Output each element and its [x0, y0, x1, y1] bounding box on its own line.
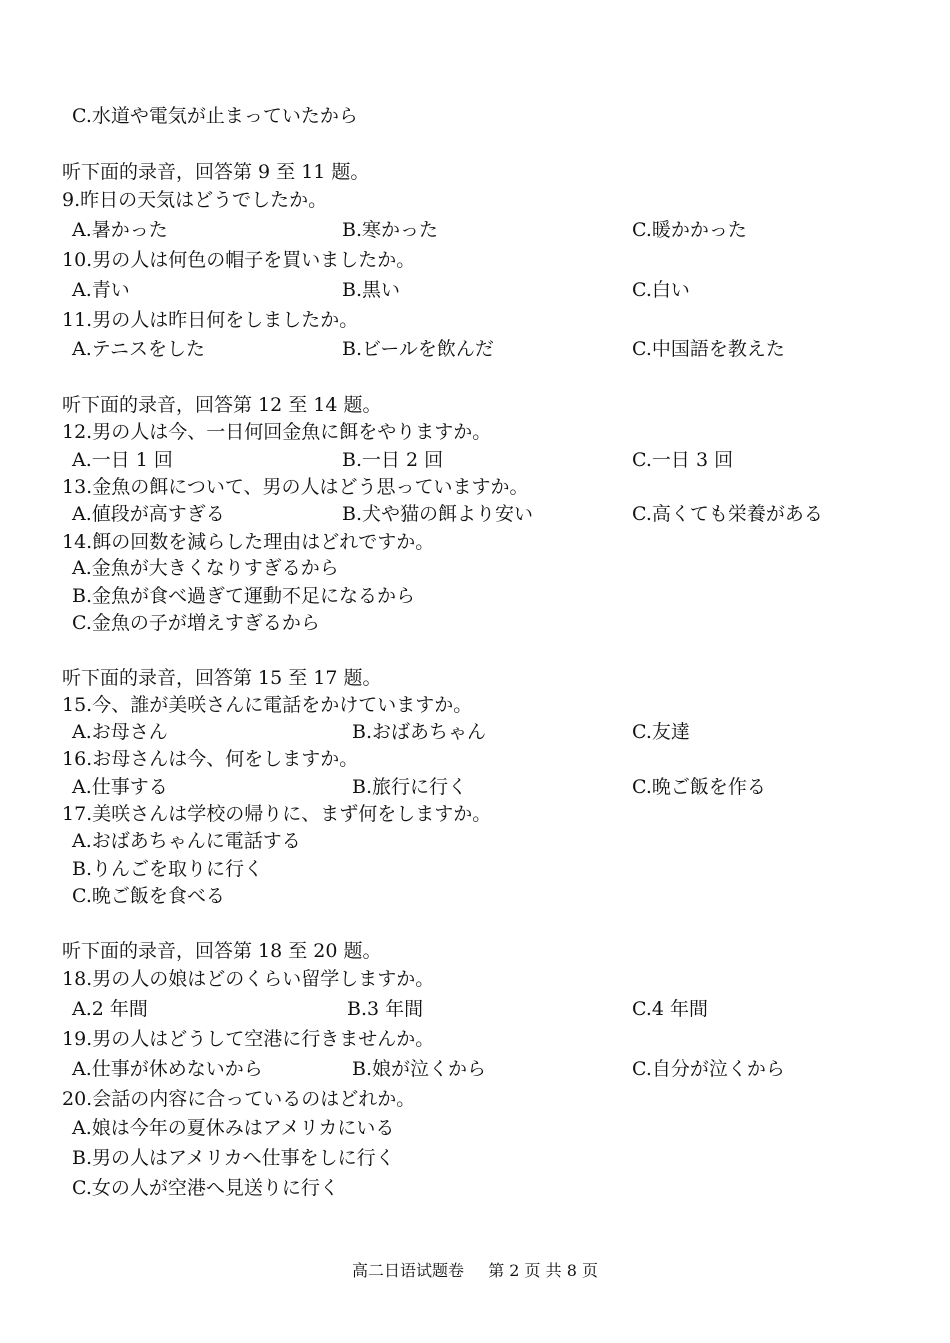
option-a: A.テニスをした: [72, 338, 206, 360]
option-a: A.金魚が大きくなりすぎるから: [72, 557, 339, 579]
option-b: B.犬や猫の餌より安い: [342, 503, 534, 525]
option-c: C.晩ご飯を作る: [632, 776, 766, 798]
question-9: 9.昨日の天気はどうでしたか。: [62, 189, 328, 211]
question-13: 13.金魚の餌について、男の人はどう思っていますか。: [62, 476, 529, 498]
option-a: A.お母さん: [72, 721, 168, 743]
option-a: A.暑かった: [72, 219, 168, 241]
footer-title: 高二日语试题卷: [352, 1261, 465, 1280]
question-18: 18.男の人の娘はどのくらい留学しますか。: [62, 968, 435, 990]
section-instruction: 听下面的录音，回答第 18 至 20 题。: [62, 940, 382, 962]
option-b: B.黒い: [342, 279, 401, 301]
option-b: B.おばあちゃん: [352, 721, 487, 743]
option-b: B.娘が泣くから: [352, 1058, 487, 1080]
question-17: 17.美咲さんは学校の帰りに、まず何をしますか。: [62, 803, 492, 825]
question-10: 10.男の人は何色の帽子を買いましたか。: [62, 249, 416, 271]
question-14: 14.餌の回数を減らした理由はどれですか。: [62, 531, 435, 553]
option-a: A.値段が高すぎる: [72, 503, 225, 525]
section-instruction: 听下面的录音，回答第 12 至 14 题。: [62, 394, 382, 416]
option-c: C.中国語を教えた: [632, 338, 785, 360]
page-footer: [0, 1261, 950, 1281]
question-16: 16.お母さんは今、何をしますか。: [62, 748, 359, 770]
section-instruction: 听下面的录音，回答第 15 至 17 题。: [62, 667, 382, 689]
question-20: 20.会話の内容に合っているのはどれか。: [62, 1088, 416, 1110]
option-a: A.青い: [72, 279, 130, 301]
option-a: A.一日 1 回: [72, 449, 173, 471]
question-19: 19.男の人はどうして空港に行きませんか。: [62, 1028, 435, 1050]
option-b: B.金魚が食べ過ぎて運動不足になるから: [72, 585, 416, 607]
option-c: C.4 年間: [632, 998, 709, 1020]
option-c: C.水道や電気が止まっていたから: [72, 105, 358, 127]
option-b: B.寒かった: [342, 219, 439, 241]
footer-page-number: 第 2 页 共 8 页: [488, 1261, 598, 1280]
option-a: A.娘は今年の夏休みはアメリカにいる: [72, 1117, 395, 1139]
option-c: C.暖かかった: [632, 219, 747, 241]
option-b: B.男の人はアメリカへ仕事をしに行く: [72, 1147, 395, 1169]
option-c: C.一日 3 回: [632, 449, 734, 471]
option-a: A.仕事する: [72, 776, 168, 798]
section-instruction: 听下面的录音，回答第 9 至 11 题。: [62, 161, 370, 183]
option-a: A.2 年間: [72, 998, 148, 1020]
question-12: 12.男の人は今、一日何回金魚に餌をやりますか。: [62, 421, 492, 443]
option-b: B.旅行に行く: [352, 776, 468, 798]
option-c: C.友達: [632, 721, 690, 743]
option-c: C.高くても栄養がある: [632, 503, 823, 525]
option-b: B.3 年間: [347, 998, 424, 1020]
option-c: C.女の人が空港へ見送りに行く: [72, 1177, 339, 1199]
option-a: A.おばあちゃんに電話する: [72, 830, 301, 852]
option-c: C.白い: [632, 279, 690, 301]
option-c: C.晩ご飯を食べる: [72, 885, 225, 907]
question-11: 11.男の人は昨日何をしましたか。: [62, 309, 359, 331]
option-c: C.金魚の子が増えすぎるから: [72, 612, 320, 634]
option-c: C.自分が泣くから: [632, 1058, 785, 1080]
question-15: 15.今、誰が美咲さんに電話をかけていますか。: [62, 694, 473, 716]
option-b: B.りんごを取りに行く: [72, 858, 264, 880]
option-a: A.仕事が休めないから: [72, 1058, 263, 1080]
option-b: B.一日 2 回: [342, 449, 444, 471]
option-b: B.ビールを飲んだ: [342, 338, 494, 360]
